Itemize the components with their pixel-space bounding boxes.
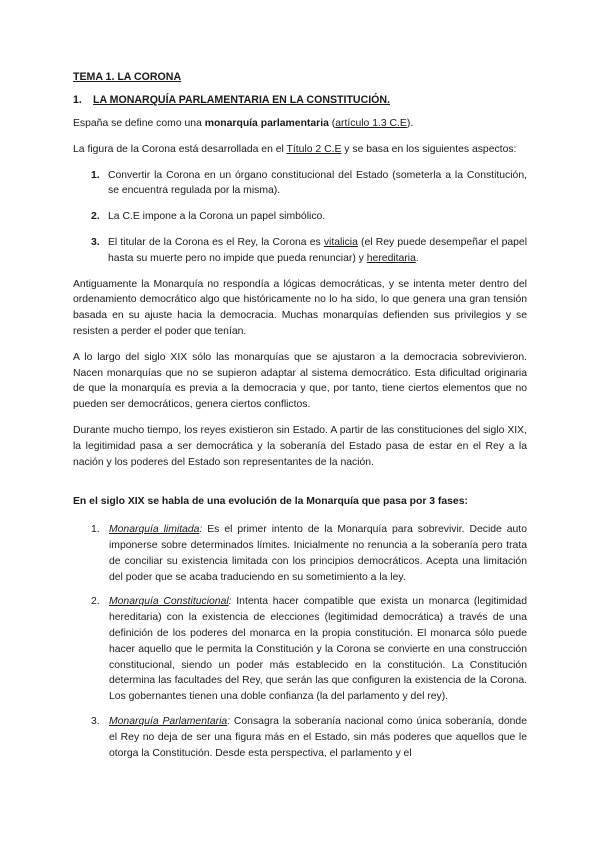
text: Intenta hacer compatible que exista un monarca (legitimidad hereditaria) con la existencia de elecciones (legitimidad democrática) a través de una definición de los poderes del monarca en la propia constitución. El monarca sólo puede hacer aquello que le permita la Constitución y la Corona se convierte en una construcción constitucional, siendo un poder más establecido en la constitución. La Constitución determina las facultades del Rey, que serán las que configuren la existencia de la Corona. Los gobernantes tienen una doble confianza (la del parlamento y del rey). [109, 596, 527, 703]
text: : [228, 596, 232, 608]
paragraph: Antiguamente la Monarquía no respondía a lógicas democráticas, y se intenta meter dentro del ordenamiento democrático algo que históricamente no lo ha sido, lo que genera una gran tensión basada en su ajuste hacia la democracia. Muchas monarquías defienden sus privilegios y se resisten a perder el poder que tenían. [73, 278, 527, 337]
page-title: TEMA 1. LA CORONA [73, 71, 182, 83]
text: Consagra la soberanía nacional como única soberanía, donde el Rey no deja de ser una figura más en el Estado, sin más poderes que aquellos que le otorga la Constitución. Desde esta perspectiva, el parlamento y el [109, 715, 527, 759]
list-text: Convertir la Corona en un órgano constitucional del Estado (someterla a la Constitución, se encuentra regulada por la misma). [108, 169, 527, 197]
text: España se define como una [73, 118, 205, 129]
text: ). [406, 118, 414, 129]
list-number: 1. [91, 524, 100, 536]
list-item [91, 209, 527, 225]
text: : [199, 524, 203, 536]
phase-name: Monarquía Constitucional [109, 596, 229, 608]
list-text [108, 235, 527, 267]
phases-list [73, 522, 527, 761]
bold-term: monarquía parlamentaria [204, 118, 329, 129]
list-text: La C.E impone a la Corona un papel simbólico. [108, 211, 326, 223]
list-text [109, 594, 527, 705]
list-number: 3. [91, 236, 100, 248]
list-number: 3. [91, 715, 100, 727]
list-item [91, 714, 527, 761]
list-number: 1. [91, 169, 100, 181]
section-number: 1. [73, 94, 82, 106]
paragraph: Durante mucho tiempo, los reyes existieron sin Estado. A partir de las constituciones del siglo XIX, la legitimidad pasa a ser democrática y la soberanía del Estado pasa de estar en el Rey a la nación y los poderes del Estado son representantes de la nación. [73, 424, 527, 468]
list-text [109, 522, 527, 585]
section-title: LA MONARQUÍA PARLAMENTARIA EN LA CONSTITUCIÓN. [93, 94, 390, 106]
list-text [109, 714, 527, 761]
article-reference: artículo 1.3 C.E [335, 118, 407, 129]
list-item [91, 235, 527, 267]
text: y se basa en los siguientes aspectos: [341, 143, 517, 155]
list-item [91, 168, 527, 200]
text: La figura de la Corona está desarrollada en el [73, 143, 287, 155]
paragraph: A lo largo del siglo XIX sólo las monarquías que se ajustaron a la democracia sobrevivieron. Nacen monarquías que no se supieron adaptar al sistema democrático. Esta dificultad originaria de que la monarquía es previa a la democracia y que, por tanto, tiene ciertos elementos que no pueden ser democráticos, genera ciertos conflictos. [73, 351, 527, 411]
text: ( [328, 118, 336, 129]
list-number: 2. [91, 211, 100, 223]
list-item [91, 594, 527, 705]
text: Es el primer intento de la Monarquía para sobrevivir. Decide auto imponerse sobre determinados límites. Inicialmente no renuncia a la soberanía pero trata de conciliar su existencia limitada con los principios democráticos. Acepta una limitación del poder que se acaba traduciendo en su sometimiento a la ley. [109, 524, 527, 583]
list-number: 2. [91, 596, 100, 608]
list-item [91, 522, 527, 585]
underlined-term: hereditaria [366, 252, 416, 264]
phase-name: Monarquía Parlamentaria [109, 715, 228, 727]
underlined-term: vitalicia [323, 236, 358, 248]
section-heading [73, 94, 527, 106]
text: El titular de la Corona es el Rey, la Corona es [108, 236, 324, 248]
paragraph-figure [73, 142, 527, 158]
phases-heading: En el siglo XIX se habla de una evolución de la Monarquía que pasa por 3 fases: [73, 496, 468, 508]
text: : [227, 715, 231, 727]
text: . [415, 252, 419, 264]
text: (el Rey puede desempeñar el papel hasta su muerte pero no impide que pueda renunciar) y [108, 236, 528, 264]
aspects-list [73, 168, 527, 267]
paragraph-definition [73, 116, 527, 132]
phase-name: Monarquía limitada [109, 524, 200, 536]
title-reference: Título 2 C.E [286, 143, 342, 155]
